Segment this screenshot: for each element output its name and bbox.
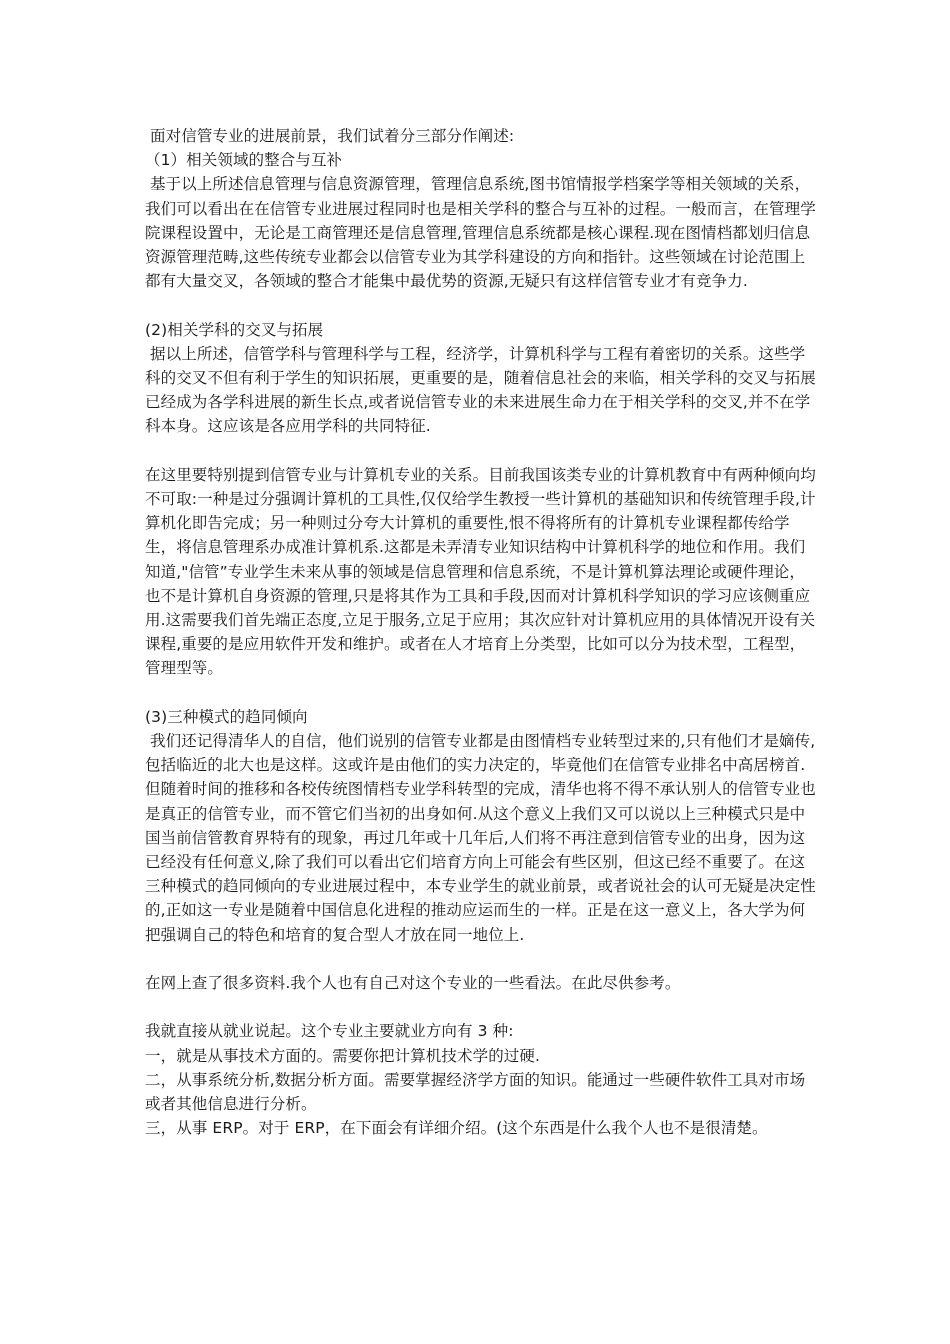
paragraph-spacer bbox=[145, 947, 817, 971]
document-body bbox=[145, 124, 817, 1140]
paragraph-spacer bbox=[145, 439, 817, 463]
reference-note-paragraph: 在网上查了很多资料.我个人也有自己对这个专业的一些看法。在此尽供参考。 bbox=[145, 974, 681, 993]
paragraph-spacer bbox=[145, 293, 817, 317]
employment-item-3: 三，从事 ERP。对于 ERP，在下面会有详细介绍。(这个东西是什么我个人也不是很清楚。 bbox=[145, 1119, 768, 1138]
intro-paragraph: 面对信管专业的进展前景，我们试着分三部分作阐述: bbox=[145, 127, 515, 145]
paragraph-spacer bbox=[145, 681, 817, 705]
employment-item-2: 二，从事系统分析,数据分析方面。需要掌握经济学方面的知识。能通过一些硬件软件工具对市场或者其他信息进行分析。 bbox=[145, 1070, 806, 1114]
section-1-paragraph: 基于以上所述信息管理与信息资源管理，管理信息系统,图书馆情报学档案学等相关领域的关系，我们可以看出在在信管专业进展过程同时也是相关学科的整合与互补的过程。一般而言，在管理学院课程设置中，无论是工商管理还是信息管理,管理信息系统都是核心课程.现在图情档都划归信息资源管理范畴,这些传统专业都会以信管专业为其学科建设的方向和指针。这些领域在讨论范围上都有大量交叉，各领域的整合才能集中最优势的资源,无疑只有这样信管专业才有竞争力. bbox=[145, 175, 816, 291]
employment-intro-paragraph: 我就直接从就业说起。这个专业主要就业方向有 3 种: bbox=[145, 1022, 514, 1041]
section-3-heading: (3)三种模式的趋同倾向 bbox=[145, 707, 308, 726]
section-2-heading: (2)相关学科的交叉与拓展 bbox=[145, 320, 324, 339]
section-1-heading: （1）相关领域的整合与互补 bbox=[145, 151, 343, 170]
employment-item-1: 一，就是从事技术方面的。需要你把计算机技术学的过硬. bbox=[145, 1046, 541, 1065]
paragraph-spacer bbox=[145, 995, 817, 1019]
section-3-paragraph: 我们还记得清华人的自信，他们说别的信管专业都是由图情档专业转型过来的,只有他们才是嫡传,包括临近的北大也是这样。这或许是由他们的实力决定的，毕竟他们在信管专业排名中高居榜首.但随着时间的推移和各校传统图情档专业学科转型的完成，清华也将不得不承认别人的信管专业也是真正的信管专业，而不管它们当初的出身如何.从这个意义上我们又可以说以上三种模式只是中国当前信管教育界特有的现象，再过几年或十几年后,人们将不再注意到信管专业的出身，因为这已经没有任何意义,除了我们可以看出它们培育方向上可能会有些区别，但这已经不重要了。在这三种模式的趋同倾向的专业进展过程中，本专业学生的就业前景，或者说社会的认可无疑是决定性的,正如这一专业是随着中国信息化进程的推动应运而生的一样。正是在这一意义上，各大学为何把强调自己的特色和培育的复合型人才放在同一地位上. bbox=[145, 732, 816, 944]
computer-relation-paragraph: 在这里要特别提到信管专业与计算机专业的关系。目前我国该类专业的计算机教育中有两种倾向均不可取:一种是过分强调计算机的工具性,仅仅给学生教授一些计算机的基础知识和传统管理手段,计算机化即告完成；另一种则过分夸大计算机的重要性,恨不得将所有的计算机专业课程都传给学生，将信息管理系办成准计算机系.这都是未弄清专业知识结构中计算机科学的地位和作用。我们知道,"信管”专业学生未来从事的领域是信息管理和信息系统，不是计算机算法理论或硬件理论，也不是计算机自身资源的管理,只是将其作为工具和手段,因而对计算机科学知识的学习应该侧重应用.这需要我们首先端正态度,立足于服务,立足于应用；其次应针对计算机应用的具体情况开设有关课程,重要的是应用软件开发和维护。或者在人才培育上分类型，比如可以分为技术型，工程型，管理型等。 bbox=[145, 465, 816, 678]
section-2-paragraph: 据以上所述，信管学科与管理科学与工程，经济学，计算机科学与工程有着密切的关系。这些学科的交叉不但有利于学生的知识拓展，更重要的是，随着信息社会的来临，相关学科的交叉与拓展已经成为各学科进展的新生长点,或者说信管专业的未来进展生命力在于相关学科的交叉,并不在学科本身。这应该是各应用学科的共同特征. bbox=[145, 344, 816, 436]
